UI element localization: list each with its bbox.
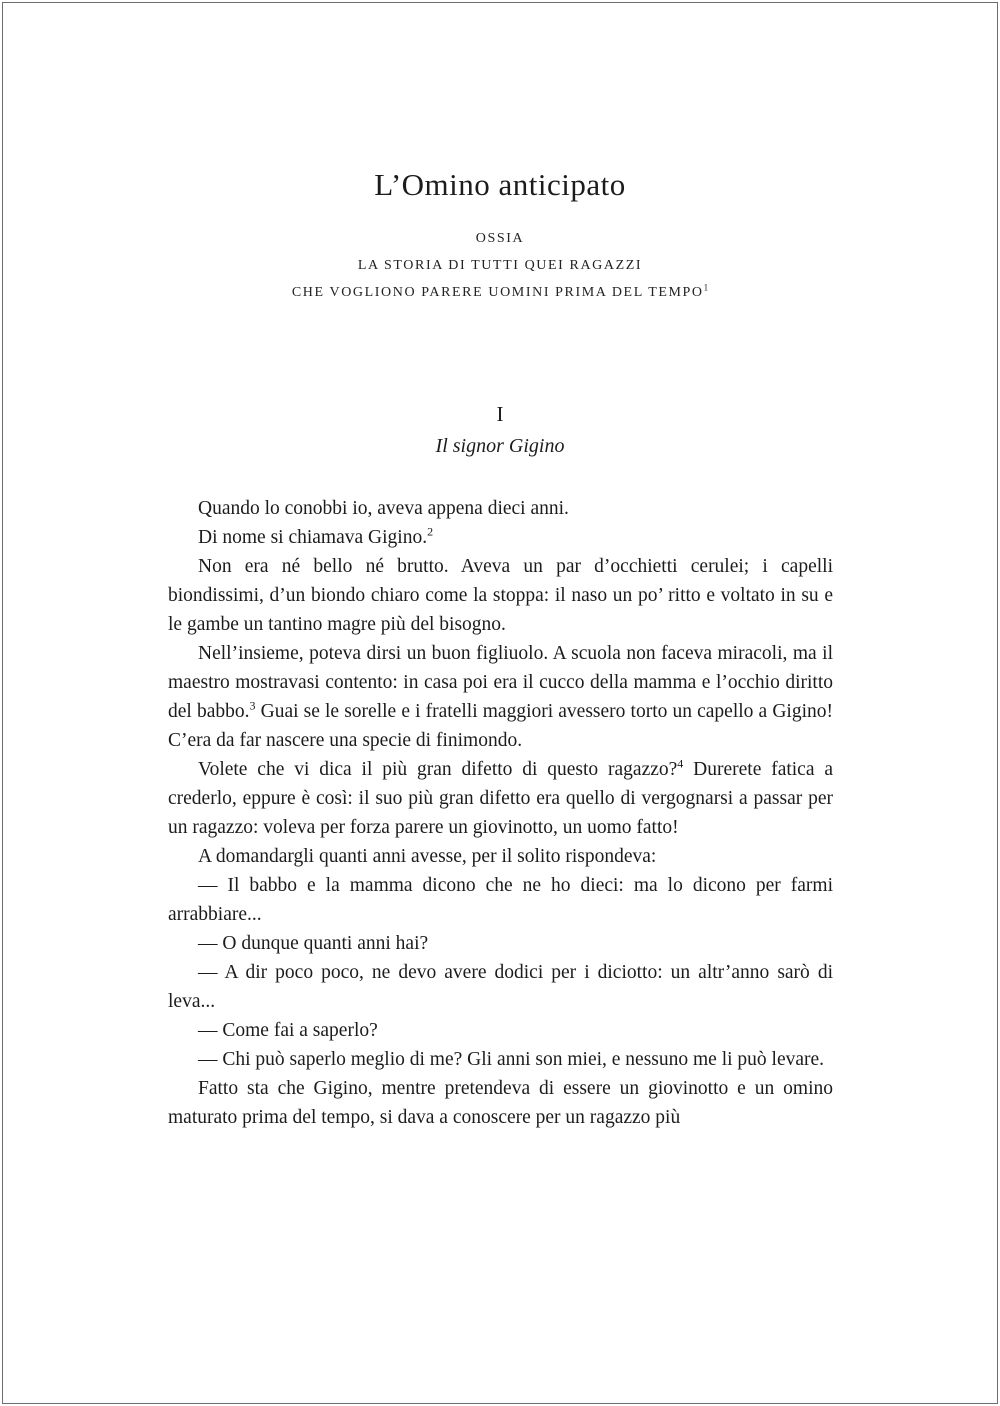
paragraph: — A dir poco poco, ne devo avere dodici per i diciotto: un altr’anno sarò di leva...	[168, 962, 833, 1013]
chapter-number: I	[496, 402, 504, 427]
paragraph: Quando lo conobbi io, aveva appena dieci anni.	[198, 498, 569, 520]
footnote-ref: 2	[427, 524, 434, 539]
paragraph: A domandargli quanti anni avesse, per il solito rispondeva:	[198, 846, 657, 868]
subtitle-line-1: OSSIA	[475, 231, 525, 247]
paragraph: Volete che vi dica il più gran difetto di questo ragazzo?$^4$ Durerete fatica a crederlo, eppure è così: il suo più gran difetto era quello di vergognarsi a passar per un ragazzo: voleva per forza parere un giovinotto, un uomo fatto!	[168, 756, 833, 839]
subtitle-line-2: LA STORIA DI TUTTI QUEI RAGAZZI	[357, 258, 643, 274]
body-text	[168, 494, 833, 1132]
footnote-ref: 1	[703, 282, 709, 293]
subtitle	[0, 225, 1000, 306]
footnote-ref: 4	[677, 756, 684, 771]
paragraph: Fatto sta che Gigino, mentre pretendeva di essere un giovinotto e un omino maturato prima del tempo, si dava a conoscere per un ragazzo più	[168, 1078, 833, 1129]
paragraph: — Il babbo e la mamma dicono che ne ho dieci: ma lo dicono per farmi arrabbiare...	[168, 875, 833, 926]
paragraph: Non era né bello né brutto. Aveva un par d’occhietti cerulei; i capelli biondissimi, d’un biondo chiaro come la stoppa: il naso un po’ ritto e voltato in su e le gambe un tantino magre più del bisogno.	[168, 556, 833, 636]
page-title: L’Omino anticipato	[374, 167, 626, 202]
subtitle-line-3	[0, 279, 1000, 306]
paragraph: — Chi può saperlo meglio di me? Gli anni son miei, e nessuno me li può levare.	[198, 1049, 825, 1071]
paragraph: Di nome si chiamava Gigino.$^2$	[198, 524, 434, 549]
subtitle-line-3-text: CHE VOGLIONO PARERE UOMINI PRIMA DEL TEMPO	[291, 285, 704, 301]
footnote-ref: 3	[249, 698, 256, 713]
chapter-title: Il signor Gigino	[435, 435, 565, 458]
paragraph: Nell’insieme, poteva dirsi un buon figliuolo. A scuola non faceva miracoli, ma il maestro mostravasi contento: in casa poi era il cucco della mamma e l’occhio diritto del babbo.$^3$ Guai se le sorelle e i fratelli maggiori avessero torto un capello a Gigino! C’era da far nascere una specie di finimondo.	[168, 643, 833, 752]
paragraph: — Come fai a saperlo?	[198, 1020, 378, 1042]
paragraph: — O dunque quanti anni hai?	[198, 933, 429, 955]
